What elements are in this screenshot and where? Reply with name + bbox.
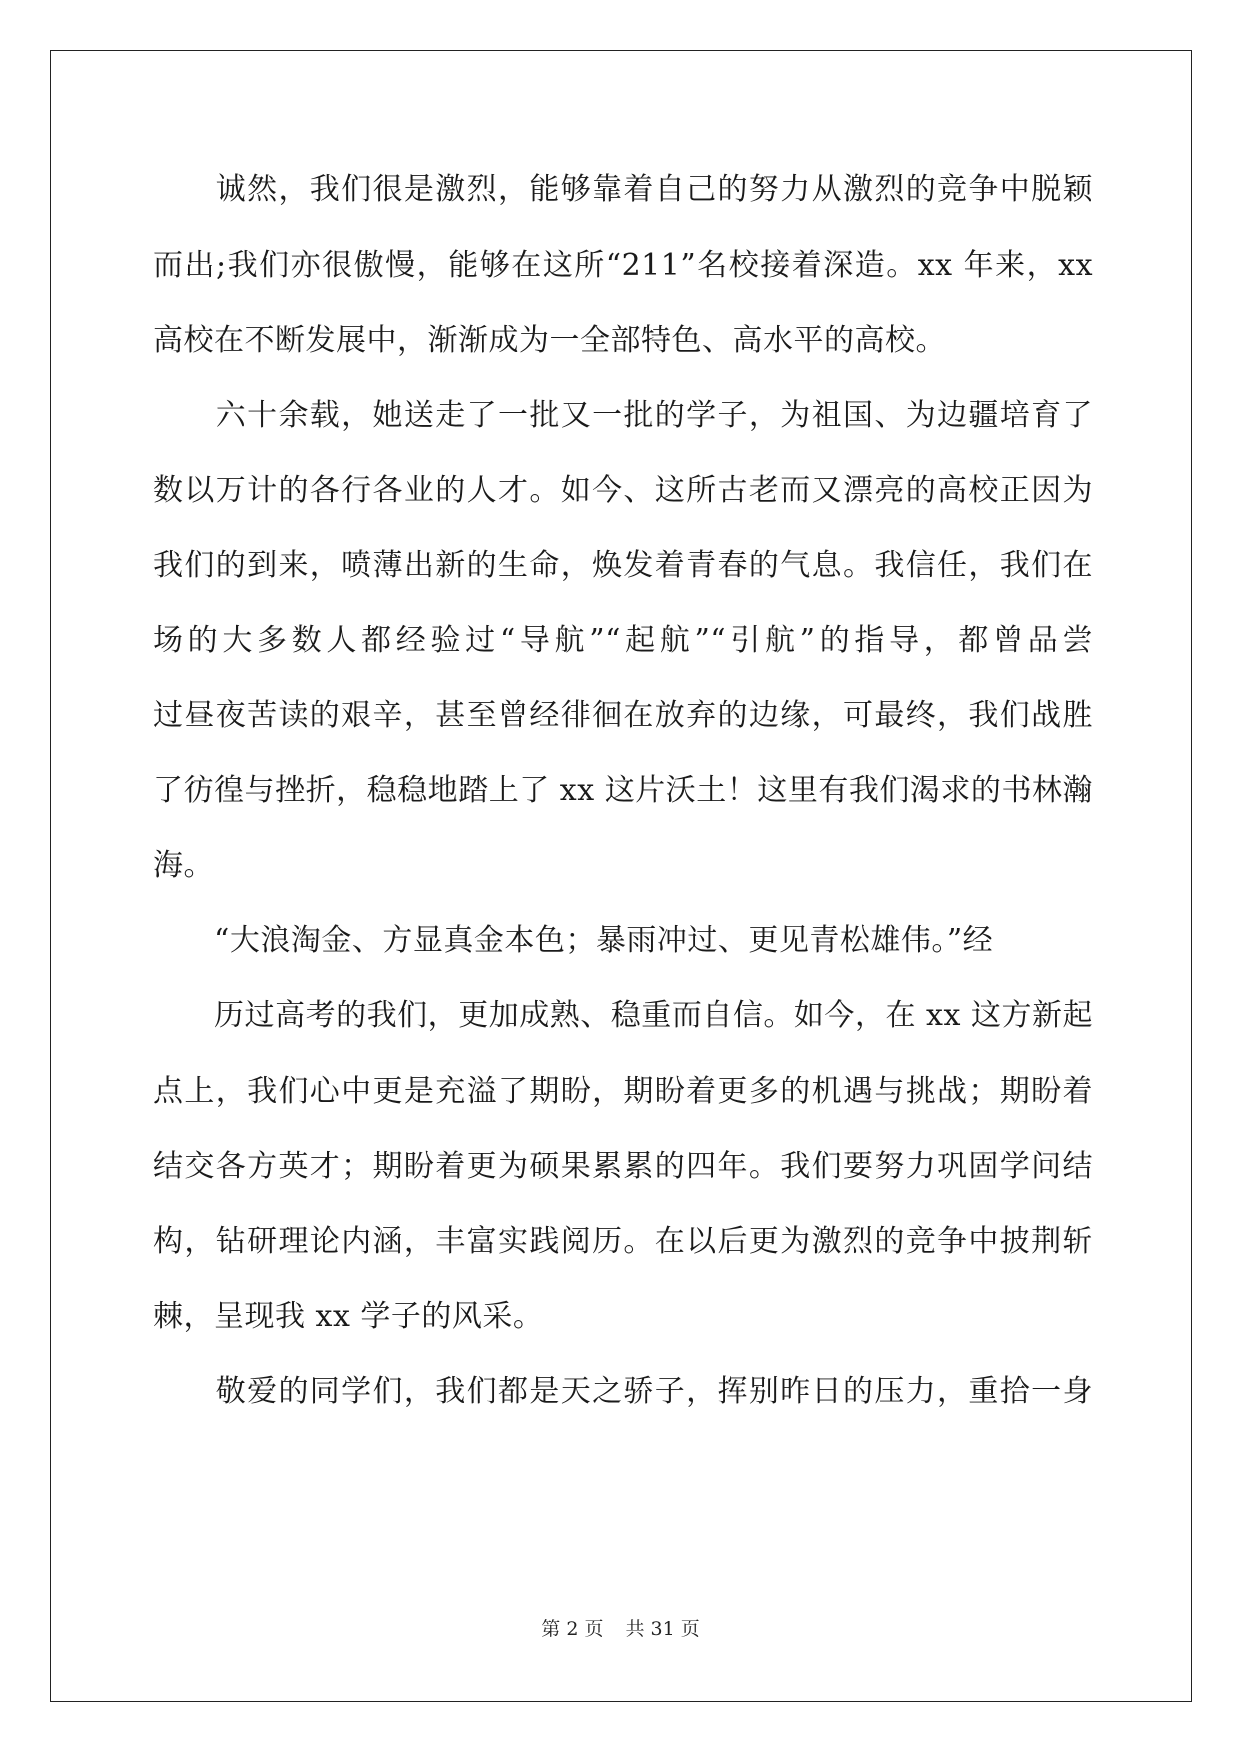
text-line: 高校在不断发展中，渐渐成为一全部特色、高水平的高校。 bbox=[153, 323, 946, 358]
text-line: 棘，呈现我 xx 学子的风采。 bbox=[153, 1299, 544, 1334]
text-line: 海。 bbox=[153, 848, 214, 883]
text-line: 场的大多数人都经验过“导航”“起航”“引航”的指导，都曾品尝 bbox=[153, 623, 1093, 658]
text-line: 结交各方英才；期盼着更为硕果累累的四年。我们要努力巩固学问结 bbox=[153, 1149, 1093, 1184]
text-line: 历过高考的我们，更加成熟、稳重而自信。如今，在 xx 这方新起 bbox=[153, 998, 1093, 1033]
text-line: 过昼夜苦读的艰辛，甚至曾经徘徊在放弃的边缘，可最终，我们战胜 bbox=[153, 698, 1093, 733]
text-line: 六十余载，她送走了一批又一批的学子，为祖国、为边疆培育了 bbox=[153, 398, 1093, 433]
text-line: 构，钻研理论内涵，丰富实践阅历。在以后更为激烈的竞争中披荆斩 bbox=[153, 1224, 1093, 1259]
text-line: “大浪淘金、方显真金本色；暴雨冲过、更见青松雄伟。”经 bbox=[153, 923, 994, 958]
page-number: 第 2 页 bbox=[541, 1618, 604, 1640]
total-pages: 共 31 页 bbox=[625, 1618, 700, 1640]
text-line: 我们的到来，喷薄出新的生命，焕发着青春的气息。我信任，我们在 bbox=[153, 548, 1093, 583]
text-line: 点上，我们心中更是充溢了期盼，期盼着更多的机遇与挑战；期盼着 bbox=[153, 1074, 1093, 1109]
text-line: 敬爱的同学们，我们都是天之骄子，挥别昨日的压力，重拾一身 bbox=[153, 1374, 1093, 1409]
text-line: 数以万计的各行各业的人才。如今、这所古老而又漂亮的高校正因为 bbox=[153, 473, 1093, 508]
text-line: 了彷徨与挫折，稳稳地踏上了 xx 这片沃土！这里有我们渴求的书林瀚 bbox=[153, 773, 1093, 808]
text-line: 而出;我们亦很傲慢，能够在这所“211”名校接着深造。xx 年来，xx bbox=[153, 248, 1093, 283]
page-footer bbox=[0, 1616, 1241, 1642]
text-line: 诚然，我们很是激烈，能够靠着自己的努力从激烈的竞争中脱颖 bbox=[153, 172, 1093, 207]
